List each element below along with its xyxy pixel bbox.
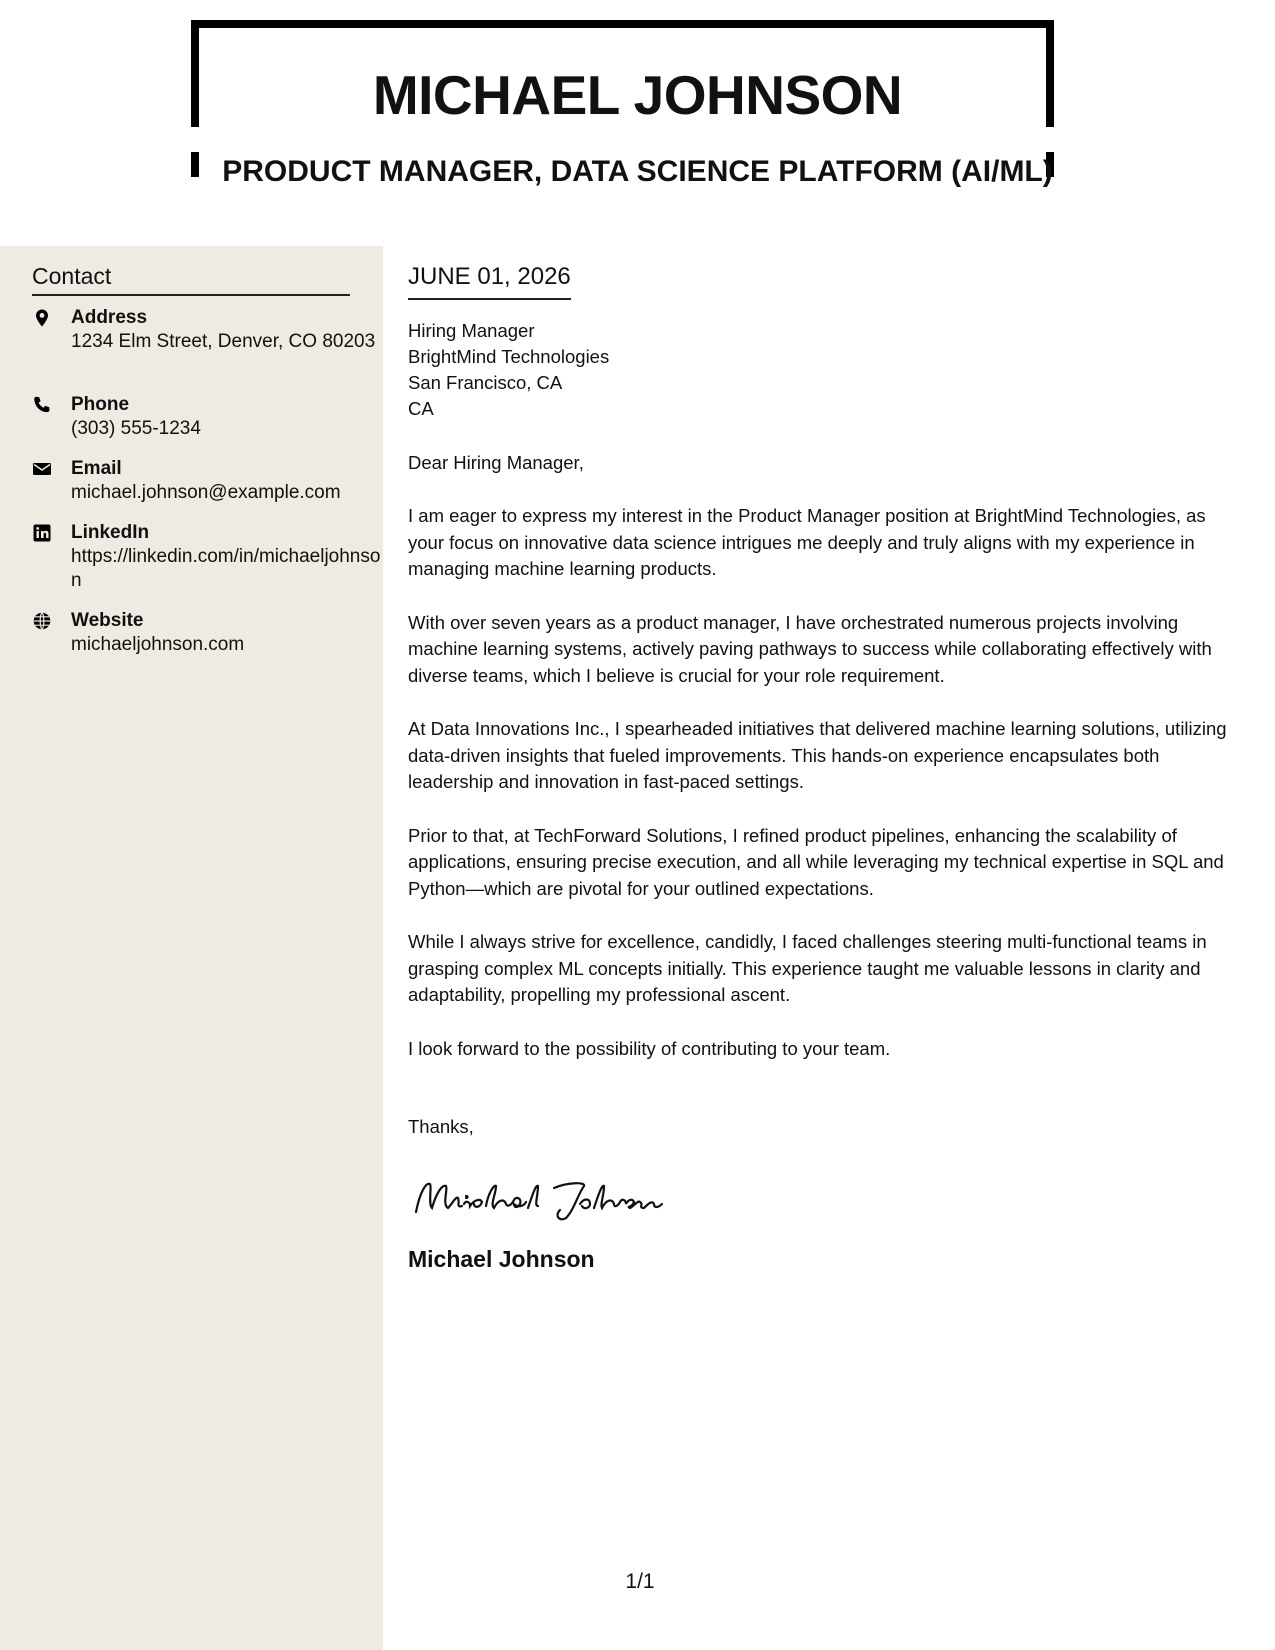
letter-body: [408, 262, 1243, 1274]
contact-email-value: michael.johnson@example.com: [71, 482, 341, 503]
contact-website-value: michaeljohnson.com: [71, 634, 245, 655]
handwritten-signature: [408, 1174, 1243, 1224]
linkedin-icon: [32, 523, 54, 545]
recipient-line: Hiring Manager: [408, 320, 535, 341]
contact-linkedin-label: LinkedIn: [71, 522, 150, 543]
body-paragraph: I look forward to the possibility of contributing to your team.: [408, 1037, 891, 1059]
job-title: PRODUCT MANAGER, DATA SCIENCE PLATFORM (AI/ML): [222, 155, 1053, 188]
body-paragraph: Prior to that, at TechForward Solutions, I refined product pipelines, enhancing the scalability of applications, ensuring precise execution, and all while leveraging my technical expertise in SQL and Python—which are pivotal for your outlined expectations.: [408, 824, 1224, 899]
page-number: 1/1: [625, 1570, 655, 1593]
contact-phone-label: Phone: [71, 394, 130, 415]
body-paragraph: With over seven years as a product manager, I have orchestrated numerous projects involving machine learning systems, actively paving pathways to success while collaborating effectively with diverse teams, which I believe is crucial for your role requirement.: [408, 611, 1212, 686]
contact-address-value: 1234 Elm Street, Denver, CO 80203: [71, 331, 376, 352]
contact-website-label: Website: [71, 610, 144, 631]
contact-linkedin-value: https://linkedin.com/in/michaeljohnson: [71, 546, 381, 591]
envelope-icon: [32, 459, 54, 481]
letter-date: JUNE 01, 2026: [408, 262, 571, 300]
recipient-block: [408, 318, 1243, 422]
salutation: Dear Hiring Manager,: [408, 452, 584, 473]
recipient-line: CA: [408, 398, 434, 419]
contact-address-label: Address: [71, 307, 148, 328]
contact-phone-value: (303) 555-1234: [71, 418, 201, 439]
recipient-line: BrightMind Technologies: [408, 346, 610, 367]
phone-icon: [32, 395, 54, 417]
closing: Thanks,: [408, 1116, 474, 1137]
signer-name: Michael Johnson: [408, 1246, 595, 1272]
contact-email-label: Email: [71, 458, 122, 479]
globe-icon: [32, 611, 54, 633]
applicant-name: MICHAEL JOHNSON: [372, 64, 903, 126]
contact-heading: Contact: [32, 262, 350, 296]
map-pin-icon: [32, 308, 54, 330]
body-paragraph: While I always strive for excellence, candidly, I faced challenges steering multi-functional teams in grasping complex ML concepts initially. This experience taught me valuable lessons in clarity and adaptability, propelling my professional ascent.: [408, 931, 1207, 1005]
body-paragraph: I am eager to express my interest in the Product Manager position at BrightMind Technologies, as your focus on innovative data science intrigues me deeply and truly aligns with my experience in managing machine learning products.: [408, 505, 1206, 579]
recipient-line: San Francisco, CA: [408, 372, 563, 393]
body-paragraph: At Data Innovations Inc., I spearheaded initiatives that delivered machine learning solutions, utilizing data-driven insights that fueled improvements. This hands-on experience encapsulates both leadership and innovation in fast-paced settings.: [408, 718, 1227, 792]
